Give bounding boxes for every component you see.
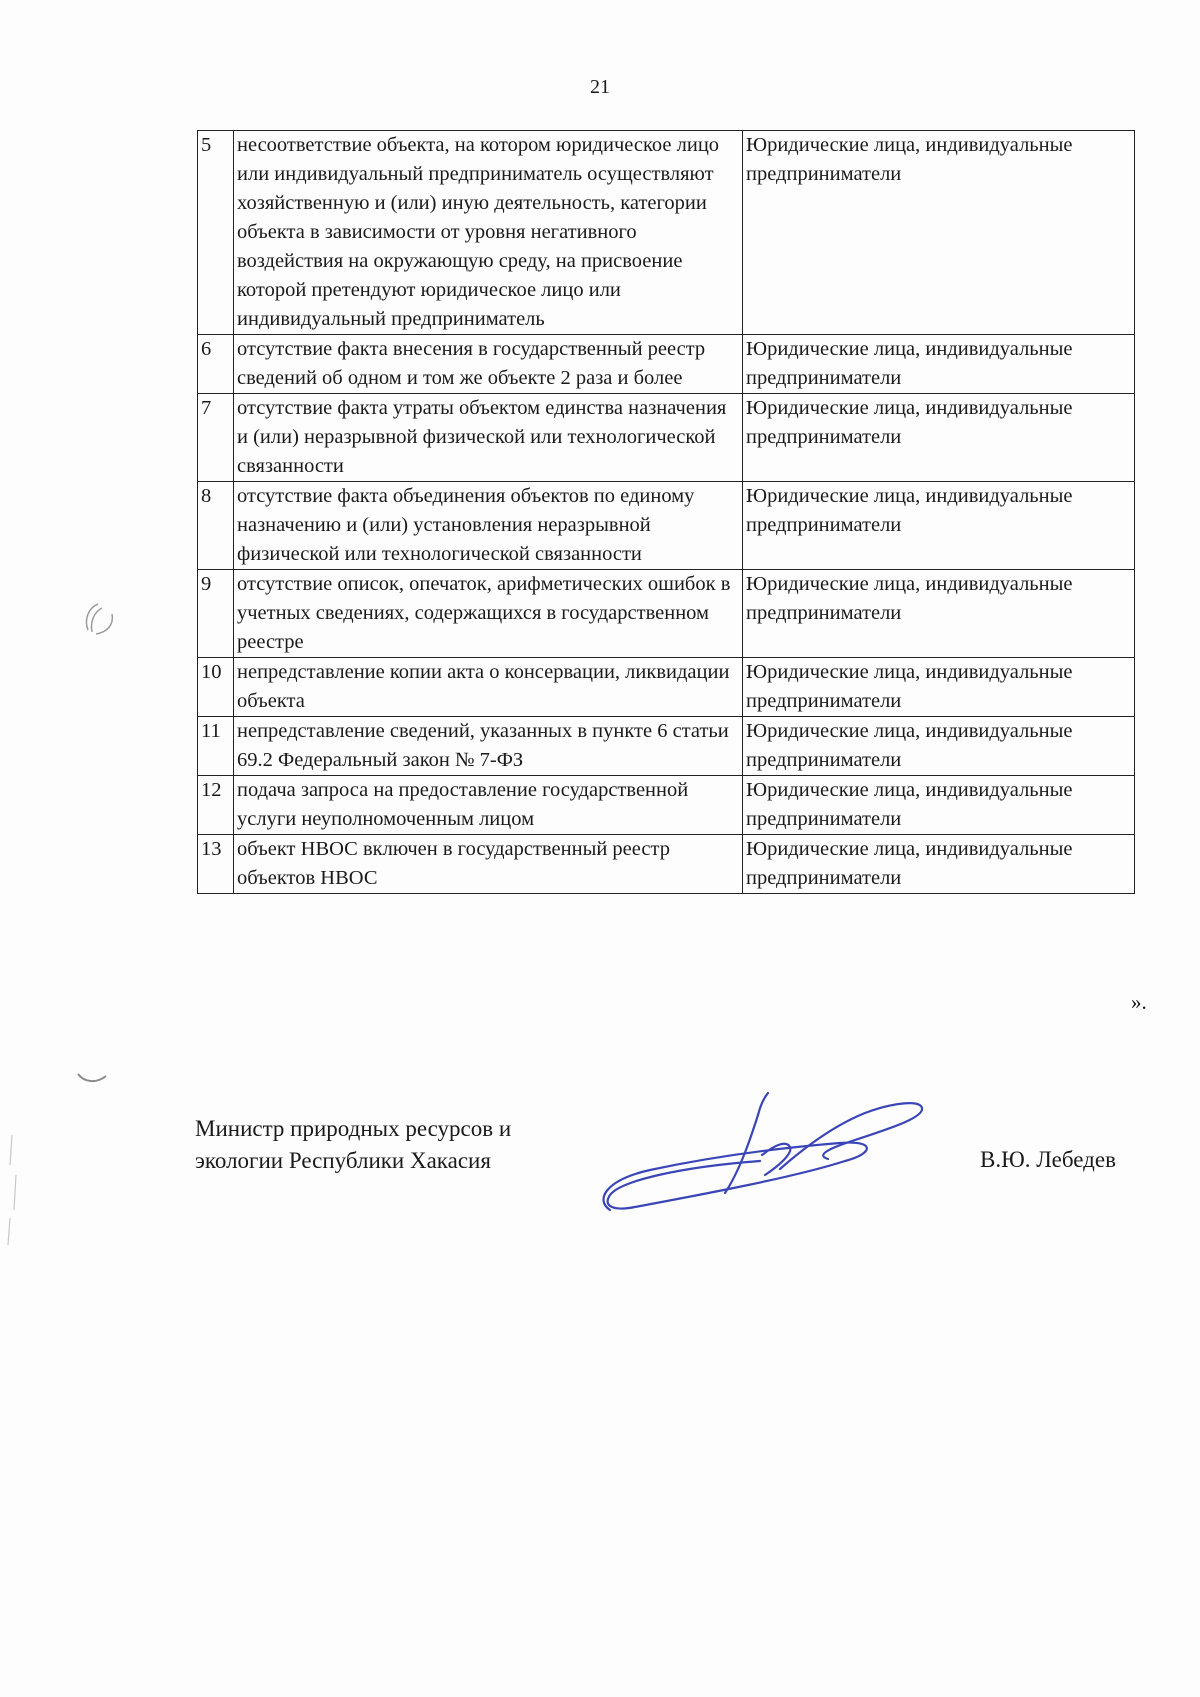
signer-name: В.Ю. Лебедев bbox=[980, 1147, 1116, 1172]
row-number: 11 bbox=[198, 717, 234, 776]
row-subjects: Юридические лица, индивидуальные предприниматели bbox=[743, 131, 1135, 335]
grounds-table bbox=[197, 130, 1135, 894]
table-row bbox=[198, 335, 1135, 394]
row-subjects: Юридические лица, индивидуальные предприниматели bbox=[743, 658, 1135, 717]
row-description: непредставление сведений, указанных в пункте 6 статьи 69.2 Федеральный закон № 7-ФЗ bbox=[234, 717, 743, 776]
signer-title-line: Министр природных ресурсов и bbox=[195, 1116, 512, 1141]
row-description: отсутствие описок, опечаток, арифметических ошибок в учетных сведениях, содержащихся в государственном реестре bbox=[234, 570, 743, 658]
row-subjects: Юридические лица, индивидуальные предприниматели bbox=[743, 717, 1135, 776]
row-subjects: Юридические лица, индивидуальные предприниматели bbox=[743, 394, 1135, 482]
table-row bbox=[198, 570, 1135, 658]
punch-hole-mark-icon bbox=[76, 1070, 108, 1086]
handwritten-signature bbox=[590, 1085, 940, 1220]
table-row bbox=[198, 835, 1135, 894]
row-number: 10 bbox=[198, 658, 234, 717]
row-subjects: Юридические лица, индивидуальные предприниматели bbox=[743, 570, 1135, 658]
row-subjects: Юридические лица, индивидуальные предприниматели bbox=[743, 335, 1135, 394]
row-number: 6 bbox=[198, 335, 234, 394]
row-description: подача запроса на предоставление государственной услуги неуполномоченным лицом bbox=[234, 776, 743, 835]
row-number: 7 bbox=[198, 394, 234, 482]
scan-edge-mark-icon bbox=[0, 1130, 30, 1250]
row-subjects: Юридические лица, индивидуальные предприниматели bbox=[743, 482, 1135, 570]
table-row bbox=[198, 658, 1135, 717]
table-row bbox=[198, 776, 1135, 835]
row-number: 12 bbox=[198, 776, 234, 835]
row-subjects: Юридические лица, индивидуальные предприниматели bbox=[743, 835, 1135, 894]
signer-title bbox=[195, 1113, 511, 1177]
row-number: 5 bbox=[198, 131, 234, 335]
row-description: отсутствие факта внесения в государственный реестр сведений об одном и том же объекте 2 раза и более bbox=[234, 335, 743, 394]
table-row bbox=[198, 131, 1135, 335]
punch-hole-mark-icon bbox=[82, 600, 118, 636]
closing-quote: ». bbox=[1131, 990, 1147, 1014]
row-description: отсутствие факта утраты объектом единства назначения и (или) неразрывной физической или технологической связанности bbox=[234, 394, 743, 482]
table-row bbox=[198, 717, 1135, 776]
row-number: 9 bbox=[198, 570, 234, 658]
page-number: 21 bbox=[590, 76, 610, 98]
row-subjects: Юридические лица, индивидуальные предприниматели bbox=[743, 776, 1135, 835]
row-number: 8 bbox=[198, 482, 234, 570]
row-description: несоответствие объекта, на котором юридическое лицо или индивидуальный предприниматель осуществляют хозяйственную и (или) иную деятельность, категории объекта в зависимости от уровня негативного воздействия на окружающую среду, на присвоение которой претендуют юридическое лицо или индивидуальный предприниматель bbox=[234, 131, 743, 335]
signer-title-line: экологии Республики Хакасия bbox=[195, 1148, 491, 1173]
row-description: отсутствие факта объединения объектов по единому назначению и (или) установления неразрывной физической или технологической связанности bbox=[234, 482, 743, 570]
row-description: непредставление копии акта о консервации, ликвидации объекта bbox=[234, 658, 743, 717]
table-row bbox=[198, 394, 1135, 482]
row-number: 13 bbox=[198, 835, 234, 894]
row-description: объект НВОС включен в государственный реестр объектов НВОС bbox=[234, 835, 743, 894]
table-row bbox=[198, 482, 1135, 570]
